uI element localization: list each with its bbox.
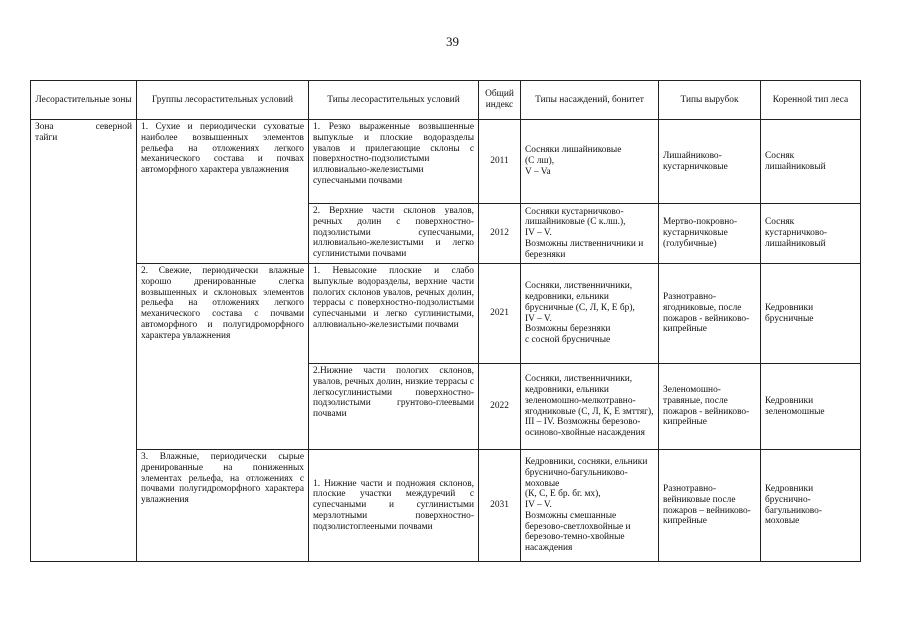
stands-cell: Кедровники, сосняки, ельники бруснично-багульниково-моховые (К, С, Е бр. бг. мх), IV – V. Возможны смешанные березово-светлохвойные и березово-темно-хвойные насаждения — [521, 450, 659, 562]
cuts-cell: Разнотравно-ягодниковые, после пожаров - вейниково-кипрейные — [659, 264, 761, 364]
index-cell: 2011 — [479, 120, 521, 204]
index-cell: 2031 — [479, 450, 521, 562]
stands-cell: Сосняки, лиственничники, кедровники, ельники брусничные (С, Л, К, Е бр), IV – V. Возможны березняки с сосной брусничные — [521, 264, 659, 364]
cuts-cell: Разнотравно-вейниковые после пожаров – вейниково-кипрейные — [659, 450, 761, 562]
cuts-cell: Лишайниково-кустарничковые — [659, 120, 761, 204]
cuts-cell: Мертво-покровно-кустарничковые (голубичные) — [659, 204, 761, 264]
type-cell: 2. Верхние части склонов увалов, речных долин с поверхностно-подзолистыми супесчаными, иллювиально-железистыми и легко суглинистыми почвами — [309, 204, 479, 264]
group-cell: 3. Влажные, периодически сырые дренированные на пониженных элементах рельефа, на отложениях с почвами полугидроморфного характера увлажнения — [137, 450, 309, 562]
forest-types-table — [30, 80, 861, 562]
header-stands: Типы насаждений, бонитет — [521, 81, 659, 120]
cuts-cell: Зеленомошно-травяные, после пожаров - вейниково-кипрейные — [659, 364, 761, 450]
header-index: Общий индекс — [479, 81, 521, 120]
forest-cell: Сосняк кустарничково-лишайниковый — [761, 204, 861, 264]
zone-cell — [31, 120, 137, 562]
index-cell: 2021 — [479, 264, 521, 364]
forest-cell: Кедровники зеленомошные — [761, 364, 861, 450]
table-row — [31, 120, 861, 204]
forest-cell: Кедровники брусничные — [761, 264, 861, 364]
zone-word: Зона — [35, 122, 54, 132]
type-cell: 1. Резко выраженные возвышенные выпуклые и плоские водоразделы увалов и прилегающие склоны с поверхностно-подзолистыми иллювиально-железистыми супесчаными почвами — [309, 120, 479, 204]
header-row — [31, 81, 861, 120]
type-cell: 1. Невысокие плоские и слабо выпуклые водоразделы, верхние части пологих склонов увалов, речных долин, террасы с поверхностно-подзолистыми супесчаными и легко суглинистыми, аллювиально-железистыми почвами — [309, 264, 479, 364]
stands-cell: Сосняки, лиственничники, кедровники, ельники зеленомошно-мелкотравно-ягодниковые (С, Л, К, Е змттяг), III – IV. Возможны березово-осиново-хвойные насаждения — [521, 364, 659, 450]
index-cell: 2022 — [479, 364, 521, 450]
stands-cell: Сосняки лишайниковые (С лш), V – Va — [521, 120, 659, 204]
group-cell: 1. Сухие и периодически суховатые наиболее возвышенных элементов рельефа на отложениях легкого механического состава и почвах автоморфного характера увлажнения — [137, 120, 309, 264]
zone-word: северной — [95, 122, 132, 132]
table-row — [31, 264, 861, 364]
header-forest: Коренной тип леса — [761, 81, 861, 120]
header-group: Группы лесорастительных условий — [137, 81, 309, 120]
table-row — [31, 450, 861, 562]
forest-cell: Сосняк лишайниковый — [761, 120, 861, 204]
group-cell: 2. Свежие, периодически влажные хорошо дренированные слегка возвышенных и склоновых элементов рельефа на отложениях легкого механического состава с почвами автоморфного и полугидроморфного характера увлажнения — [137, 264, 309, 450]
zone-word: тайги — [35, 132, 58, 143]
forest-cell: Кедровники бруснично-багульниково-моховые — [761, 450, 861, 562]
header-zone: Лесорастительные зоны — [31, 81, 137, 120]
stands-cell: Сосняки кустарничково-лишайниковые (С к.лш.), IV – V. Возможны лиственничники и березняки — [521, 204, 659, 264]
index-cell: 2012 — [479, 204, 521, 264]
page-number: 39 — [446, 34, 459, 49]
type-cell: 1. Нижние части и подножия склонов, плоские участки междуречий с супесчаными и суглинистыми мерзлотными поверхностно-подзолистоглееными почвами — [309, 450, 479, 562]
header-type: Типы лесорастительных условий — [309, 81, 479, 120]
header-cuts: Типы вырубок — [659, 81, 761, 120]
type-cell: 2.Нижние части пологих склонов, увалов, речных долин, низкие террасы с легкосуглинистыми поверхностно-подзолистыми грунтово-глеевыми почвами — [309, 364, 479, 450]
